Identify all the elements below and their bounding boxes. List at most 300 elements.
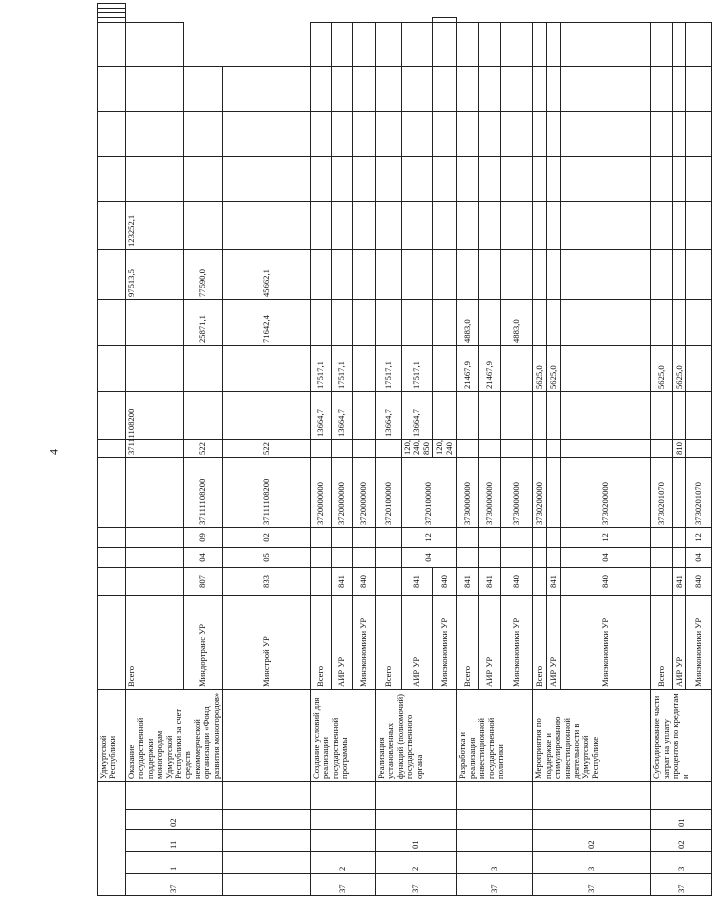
table-cell xyxy=(332,250,353,300)
table-cell: 01 xyxy=(376,830,457,852)
table-cell xyxy=(673,157,686,202)
table-cell: Всего xyxy=(457,596,479,690)
table-cell xyxy=(98,18,126,23)
table-cell xyxy=(686,23,712,67)
table-cell xyxy=(98,4,126,9)
table-cell: 21467,9 xyxy=(457,346,479,392)
table-cell xyxy=(479,300,501,346)
table-cell xyxy=(376,202,402,250)
table-cell: 3730000000 xyxy=(479,458,501,528)
table-cell xyxy=(223,690,311,782)
table-cell: 17517,1 xyxy=(376,346,402,392)
table-cell xyxy=(673,202,686,250)
table-cell xyxy=(457,112,479,157)
table-cell xyxy=(686,202,712,250)
table-cell xyxy=(223,67,311,112)
table-cell: 120, 240, 850 xyxy=(402,440,433,458)
table-cell xyxy=(311,250,332,300)
table-cell: 3 xyxy=(533,852,651,874)
table-cell xyxy=(547,202,561,250)
table-cell xyxy=(547,300,561,346)
table-cell xyxy=(547,458,561,528)
table-cell xyxy=(457,250,479,300)
table-cell xyxy=(126,568,184,596)
table-cell: 841 xyxy=(402,568,433,596)
table-cell xyxy=(98,67,126,112)
table-cell xyxy=(561,392,651,440)
table-row xyxy=(98,4,126,896)
table-cell xyxy=(686,392,712,440)
table-cell xyxy=(433,250,457,300)
table-cell: 841 xyxy=(479,568,501,596)
table-cell: 25871,1 xyxy=(184,300,223,346)
table-cell xyxy=(457,392,479,440)
table-cell: АИР УР xyxy=(402,596,433,690)
table-cell xyxy=(311,202,332,250)
table-cell xyxy=(561,23,651,67)
table-cell xyxy=(126,346,184,392)
table-cell: Субсидирование части затрат на уплату процентов по кредитам и xyxy=(651,690,712,782)
table-cell xyxy=(98,202,126,250)
table-cell xyxy=(651,23,673,67)
table-cell xyxy=(433,346,457,392)
table-cell: 13664,7 xyxy=(311,392,332,440)
table-cell xyxy=(479,528,501,548)
table-cell xyxy=(402,157,433,202)
table-cell xyxy=(223,112,311,157)
table-cell xyxy=(561,250,651,300)
table-cell xyxy=(433,392,457,440)
table-cell xyxy=(457,67,479,112)
table-cell xyxy=(673,528,686,548)
table-cell xyxy=(376,250,402,300)
table-cell: 3730000000 xyxy=(501,458,533,528)
table-cell xyxy=(433,23,457,67)
table-cell xyxy=(184,392,223,440)
table-cell xyxy=(98,392,126,440)
table-cell xyxy=(501,202,533,250)
table-cell xyxy=(332,202,353,250)
table-cell xyxy=(223,852,311,874)
table-cell xyxy=(353,67,376,112)
table-cell xyxy=(501,112,533,157)
table-cell xyxy=(673,458,686,528)
table-cell: 04 xyxy=(686,548,712,568)
table-cell: 13664,7 xyxy=(402,392,433,440)
table-cell xyxy=(673,23,686,67)
table-cell xyxy=(311,830,376,852)
table-cell xyxy=(651,112,673,157)
table-cell xyxy=(223,202,311,250)
table-cell xyxy=(311,23,332,67)
table-cell: 3730200000 xyxy=(561,458,651,528)
table-cell xyxy=(533,528,547,548)
table-cell: 5625,0 xyxy=(547,346,561,392)
table-cell: 2 xyxy=(311,852,376,874)
table-cell xyxy=(376,157,402,202)
table-cell: 3730201070 xyxy=(686,458,712,528)
table-cell xyxy=(457,810,533,830)
table-cell: 13664,7 xyxy=(332,392,353,440)
table-row xyxy=(223,4,311,896)
table-cell xyxy=(98,250,126,300)
table-cell: 5625,0 xyxy=(533,346,547,392)
table-cell: 2 xyxy=(376,852,457,874)
table-cell: 09 xyxy=(184,528,223,548)
table-cell xyxy=(353,440,376,458)
table-cell: 522 xyxy=(184,440,223,458)
table-cell xyxy=(547,440,561,458)
table-cell: 120, 240 xyxy=(433,440,457,458)
table-cell: Разработка и реализация инвестиционной государственной политики xyxy=(457,690,533,782)
table-cell xyxy=(311,300,332,346)
table-cell xyxy=(402,67,433,112)
table-cell xyxy=(561,440,651,458)
table-cell xyxy=(126,23,184,67)
table-cell: 37111108200 xyxy=(184,458,223,528)
table-cell xyxy=(673,392,686,440)
table-cell: 17517,1 xyxy=(311,346,332,392)
table-cell xyxy=(457,830,533,852)
table-cell xyxy=(651,250,673,300)
table-cell: Миндортранс УР xyxy=(184,596,223,690)
table-cell xyxy=(651,782,712,810)
table-cell xyxy=(376,810,457,830)
table-cell xyxy=(457,548,479,568)
table-row xyxy=(311,4,332,896)
table-cell: 3730201070 xyxy=(651,458,673,528)
table-cell xyxy=(457,440,479,458)
table-cell xyxy=(547,528,561,548)
table-cell xyxy=(433,18,457,23)
table-cell xyxy=(686,67,712,112)
table-cell xyxy=(223,810,311,830)
table-cell xyxy=(184,346,223,392)
table-cell xyxy=(353,300,376,346)
table-cell xyxy=(311,810,376,830)
table-cell: 12 xyxy=(561,528,651,548)
table-body xyxy=(98,4,712,896)
table-cell: 4883,0 xyxy=(457,300,479,346)
table-cell xyxy=(184,67,223,112)
table-row xyxy=(651,4,673,896)
table-cell xyxy=(184,202,223,250)
table-cell: 04 xyxy=(561,548,651,568)
table-cell: 37111108200 xyxy=(126,440,184,458)
table-cell: Мероприятия по поддержке и стимулированию инвестиционной деятельности в Удмуртской Республике xyxy=(533,690,651,782)
table-cell xyxy=(126,112,184,157)
table-cell: 841 xyxy=(547,568,561,596)
table-cell: Минэкономики УР xyxy=(686,596,712,690)
table-cell xyxy=(311,67,332,112)
budget-table xyxy=(97,3,712,896)
table-cell xyxy=(673,250,686,300)
table-cell xyxy=(223,346,311,392)
table-cell: 840 xyxy=(686,568,712,596)
table-cell: 02 xyxy=(126,810,223,830)
table-cell xyxy=(311,440,332,458)
table-cell xyxy=(376,23,402,67)
table-cell: Минэкономики УР xyxy=(353,596,376,690)
table-cell xyxy=(332,23,353,67)
table-cell xyxy=(651,392,673,440)
table-cell xyxy=(457,23,479,67)
table-row xyxy=(533,4,547,896)
table-cell xyxy=(376,568,402,596)
table-cell xyxy=(651,528,673,548)
table-cell xyxy=(223,874,311,896)
table-cell xyxy=(311,568,332,596)
table-cell xyxy=(533,157,547,202)
table-cell xyxy=(332,112,353,157)
table-cell: 840 xyxy=(561,568,651,596)
table-cell: 13664,7 xyxy=(376,392,402,440)
table-cell: 01 xyxy=(651,810,712,830)
table-cell: 17517,1 xyxy=(332,346,353,392)
table-cell: Всего xyxy=(651,596,673,690)
table-cell xyxy=(547,250,561,300)
table-cell xyxy=(686,112,712,157)
table-cell xyxy=(501,440,533,458)
table-cell xyxy=(98,13,126,18)
table-cell: 3720000000 xyxy=(353,458,376,528)
table-cell xyxy=(561,157,651,202)
table-cell xyxy=(501,528,533,548)
table-cell xyxy=(479,67,501,112)
table-cell xyxy=(184,157,223,202)
table-cell xyxy=(533,23,547,67)
table-cell xyxy=(479,392,501,440)
table-cell xyxy=(651,548,673,568)
table-cell: 840 xyxy=(501,568,533,596)
table-cell xyxy=(98,157,126,202)
table-cell xyxy=(98,300,126,346)
table-cell xyxy=(533,440,547,458)
table-cell xyxy=(98,568,126,596)
table-cell xyxy=(332,300,353,346)
table-cell xyxy=(402,250,433,300)
table-cell xyxy=(98,440,126,458)
table-cell xyxy=(98,8,126,13)
table-cell xyxy=(126,548,184,568)
table-cell xyxy=(311,112,332,157)
table-cell xyxy=(547,23,561,67)
table-cell xyxy=(311,157,332,202)
table-cell xyxy=(332,528,353,548)
table-cell: 841 xyxy=(457,568,479,596)
table-cell: Всего xyxy=(376,596,402,690)
table-cell xyxy=(433,300,457,346)
table-cell xyxy=(332,157,353,202)
table-cell: 810 xyxy=(673,440,686,458)
table-row xyxy=(457,4,479,896)
table-cell xyxy=(686,346,712,392)
table-cell: Всего xyxy=(533,596,547,690)
table-cell xyxy=(547,548,561,568)
table-cell xyxy=(402,112,433,157)
table-cell xyxy=(533,300,547,346)
table-cell xyxy=(353,392,376,440)
table-cell xyxy=(533,810,651,830)
table-cell xyxy=(126,300,184,346)
table-cell: АИР УР xyxy=(547,596,561,690)
table-cell xyxy=(501,548,533,568)
table-cell xyxy=(457,528,479,548)
table-cell xyxy=(533,112,547,157)
table-cell: АИР УР xyxy=(479,596,501,690)
table-cell xyxy=(533,548,547,568)
table-cell xyxy=(98,528,126,548)
table-cell xyxy=(402,23,433,67)
rotated-budget-table xyxy=(97,3,704,896)
table-cell: 1 xyxy=(126,852,223,874)
table-cell: 3720100000 xyxy=(376,458,402,528)
table-cell: 02 xyxy=(223,528,311,548)
table-cell: 841 xyxy=(673,568,686,596)
table-cell xyxy=(353,23,376,67)
table-cell xyxy=(126,458,184,528)
table-cell xyxy=(686,250,712,300)
table-cell: Минэкономики УР xyxy=(501,596,533,690)
table-cell xyxy=(673,548,686,568)
table-cell: 841 xyxy=(332,568,353,596)
table-cell xyxy=(402,202,433,250)
table-cell: 807 xyxy=(184,568,223,596)
table-cell xyxy=(479,202,501,250)
table-cell xyxy=(561,300,651,346)
table-cell xyxy=(353,202,376,250)
table-cell xyxy=(353,157,376,202)
table-cell xyxy=(673,300,686,346)
table-cell: 77590,0 xyxy=(184,250,223,300)
table-cell xyxy=(126,67,184,112)
table-cell: Создание условий для реализации государственной программы xyxy=(311,690,376,782)
table-cell xyxy=(547,157,561,202)
table-cell xyxy=(98,23,126,67)
table-cell: 37 xyxy=(457,874,533,896)
table-cell xyxy=(686,157,712,202)
table-cell: Удмуртской Республики xyxy=(98,690,126,782)
table-cell xyxy=(457,782,533,810)
table-cell xyxy=(501,250,533,300)
table-cell xyxy=(376,67,402,112)
table-cell: Минэкономики УР xyxy=(433,596,457,690)
table-cell xyxy=(457,157,479,202)
table-cell xyxy=(311,528,332,548)
table-cell xyxy=(223,782,311,810)
table-cell xyxy=(479,112,501,157)
table-cell xyxy=(311,548,332,568)
table-cell: 522 xyxy=(223,440,311,458)
table-cell xyxy=(98,782,126,896)
table-cell xyxy=(353,548,376,568)
table-cell xyxy=(547,112,561,157)
table-cell: 4883,0 xyxy=(501,300,533,346)
table-cell: 833 xyxy=(223,568,311,596)
table-cell: 45662,1 xyxy=(223,250,311,300)
table-cell: 123252,1 xyxy=(126,202,184,250)
table-cell xyxy=(533,392,547,440)
table-cell xyxy=(98,458,126,528)
table-cell xyxy=(501,392,533,440)
table-cell xyxy=(376,528,402,548)
table-cell xyxy=(547,67,561,112)
table-cell xyxy=(686,300,712,346)
table-cell xyxy=(353,112,376,157)
table-cell: 5625,0 xyxy=(673,346,686,392)
table-cell xyxy=(561,346,651,392)
table-cell xyxy=(376,300,402,346)
table-cell: 3720000000 xyxy=(311,458,332,528)
table-cell xyxy=(651,202,673,250)
table-cell: 3 xyxy=(457,852,533,874)
table-cell: Оказание государственной поддержки моногородам Удмуртской Республики за счет средств некоммерческой организации «Фонд развития моногородов» xyxy=(126,690,223,782)
table-cell: Всего xyxy=(311,596,332,690)
table-cell: 840 xyxy=(433,568,457,596)
table-cell xyxy=(98,112,126,157)
table-cell xyxy=(479,23,501,67)
table-cell xyxy=(223,157,311,202)
table-cell: 37 xyxy=(126,874,223,896)
table-cell: Минэкономики УР xyxy=(561,596,651,690)
table-cell xyxy=(501,67,533,112)
table-cell: АИР УР xyxy=(673,596,686,690)
table-cell: 37 xyxy=(533,874,651,896)
table-cell xyxy=(686,440,712,458)
table-cell xyxy=(126,157,184,202)
table-row xyxy=(126,4,184,896)
table-cell xyxy=(533,782,651,810)
table-row xyxy=(376,4,402,896)
table-cell xyxy=(651,300,673,346)
table-cell: 02 xyxy=(651,830,712,852)
table-cell xyxy=(332,548,353,568)
table-cell: 05 xyxy=(223,548,311,568)
table-cell xyxy=(673,67,686,112)
table-cell xyxy=(376,112,402,157)
table-cell xyxy=(547,392,561,440)
table-cell: 11 xyxy=(126,830,223,852)
table-cell: 04 xyxy=(402,548,457,568)
table-cell: Минстрой УР xyxy=(223,596,311,690)
table-cell xyxy=(376,782,457,810)
table-cell: 37111108200 xyxy=(223,458,311,528)
table-cell xyxy=(332,440,353,458)
table-cell xyxy=(651,440,673,458)
table-cell xyxy=(533,250,547,300)
table-cell xyxy=(223,830,311,852)
table-cell xyxy=(353,528,376,548)
table-cell xyxy=(98,596,126,690)
table-cell: 3720100000 xyxy=(402,458,457,528)
table-cell xyxy=(561,112,651,157)
table-cell: 37 xyxy=(651,874,712,896)
table-cell: 12 xyxy=(686,528,712,548)
table-cell xyxy=(433,157,457,202)
table-cell xyxy=(98,548,126,568)
table-cell xyxy=(651,157,673,202)
table-cell: АИР УР xyxy=(332,596,353,690)
table-cell xyxy=(533,202,547,250)
table-cell: 21467,9 xyxy=(479,346,501,392)
table-cell xyxy=(533,67,547,112)
table-cell: 12 xyxy=(402,528,457,548)
table-cell xyxy=(184,112,223,157)
table-cell xyxy=(433,67,457,112)
table-cell xyxy=(353,250,376,300)
table-cell xyxy=(479,250,501,300)
table-cell: 02 xyxy=(533,830,651,852)
